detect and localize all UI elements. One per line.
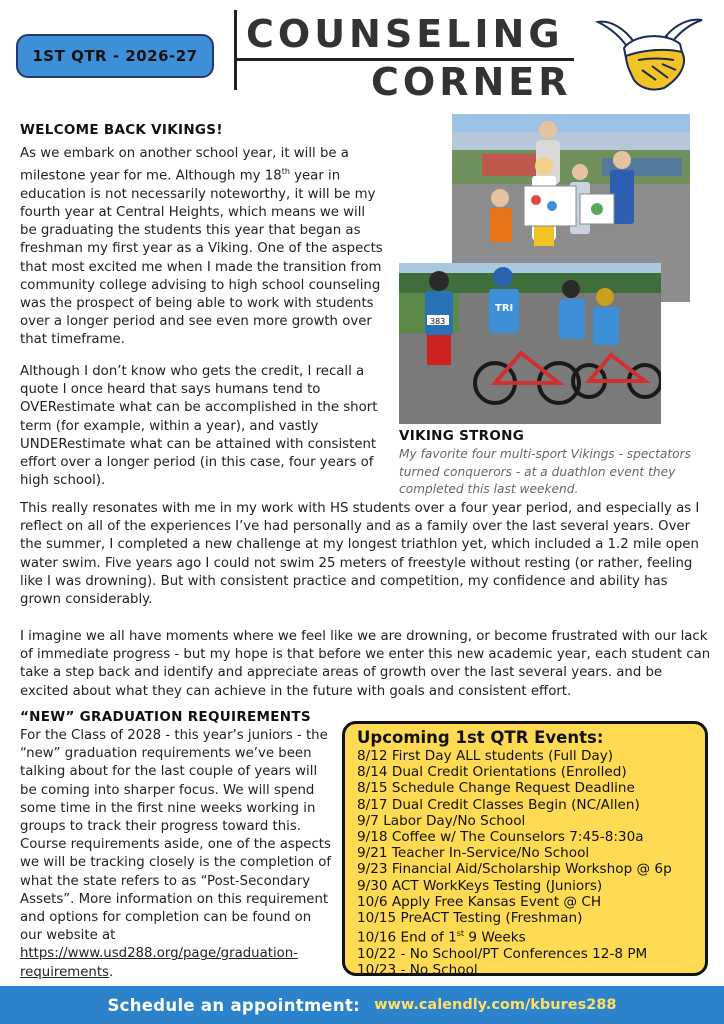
viking-logo <box>590 14 710 94</box>
photo-caption: My favorite four multi-sport Vikings - spectators turned conquerors - at a duathlon event they completed this last weekend. <box>399 447 691 496</box>
svg-text:TRI: TRI <box>495 303 514 314</box>
welcome-paragraph-1: As we embark on another school year, it will be a milestone year for me. Although my 18th year in education is not necessarily noteworthy, it will be my fourth year at Central Heights, which means we will be graduating the students this year that began as freshman my first year as a Viking. One of the aspects that most excited me when I made the transition from community college advising to high school counseling was the prospect of being able to work with students over a longer period and see even more growth over that timeframe. <box>20 146 383 348</box>
graduation-heading: “NEW” GRADUATION REQUIREMENTS <box>20 709 311 725</box>
page-title-line2: CORNER <box>371 60 572 104</box>
header-divider-vertical <box>234 10 237 90</box>
event-item: 10/6 Apply Free Kansas Event @ CH <box>357 893 602 910</box>
appointment-link[interactable]: www.calendly.com/kbures288 <box>374 997 617 1013</box>
welcome-paragraph-4: I imagine we all have moments where we feel like we are drowning, or become frustrated with our lack of immediate progress - but my hope is that before we enter this new academic year, each student can take a step back and identify and appreciate areas of growth over the last several years. and be excited about what they can achieve in the future with goals and consistent effort. <box>20 629 711 699</box>
event-item: 10/15 PreACT Testing (Freshman) <box>357 910 583 927</box>
page-title-line1: COUNSELING <box>246 12 564 56</box>
events-title: Upcoming 1st QTR Events: <box>357 728 604 747</box>
event-item: 10/16 End of 1st 9 Weeks <box>357 929 526 946</box>
event-item: 8/17 Dual Credit Classes Begin (NC/Allen) <box>357 796 640 813</box>
welcome-heading: WELCOME BACK VIKINGS! <box>20 122 223 138</box>
quarter-badge: 1ST QTR - 2026-27 <box>16 34 214 78</box>
welcome-paragraph-2: Although I don’t know who gets the credit, I recall a quote I once heard that says humans tend to OVERestimate what can be accomplished in the short term (for example, within a year), and vastly UNDERestimate what can be attained with consistent effort over a longer period (in this case, four years of high school). <box>20 364 378 489</box>
footer-bar <box>0 986 724 1024</box>
svg-text:383: 383 <box>430 317 446 326</box>
event-item: 8/12 First Day ALL students (Full Day) <box>357 748 614 764</box>
graduation-paragraph: For the Class of 2028 - this year’s juniors - the “new” graduation requirements we’ve been talking about for the last couple of years will be coming into sharper focus. We will spend some time in the first nine weeks working in groups to track their progress toward this. Course requirements aside, one of the aspects we will be tracking closely is the completion of what the state refers to as “Post-Secondary Assets”. More information on this requirement and options for completion can be found on our website at https://www.usd288.org/page/graduation-requirements. <box>20 728 332 980</box>
events-box <box>342 721 708 979</box>
footer-label: Schedule an appointment: <box>107 995 361 1015</box>
graduation-link[interactable]: https://www.usd288.org/page/graduation-requirements <box>20 946 299 980</box>
event-item: 9/7 Labor Day/No School <box>357 812 526 829</box>
photo-heading: VIKING STRONG <box>399 428 525 444</box>
event-item: 10/22 - No School/PT Conferences 12-8 PM <box>357 945 648 962</box>
event-item: 9/18 Coffee w/ The Counselors 7:45-8:30a <box>357 829 644 846</box>
events-list <box>357 748 693 978</box>
bike-kids-photo <box>399 263 661 424</box>
event-item: 10/23 - No School <box>357 962 478 979</box>
event-item: 9/30 ACT WorkKeys Testing (Juniors) <box>357 877 603 894</box>
welcome-paragraph-3: This really resonates with me in my work with HS students over a four year period, and especially as I reflect on all of the experiences I’ve had personally and as a family over the last several years. Over the summer, I completed a new challenge at my longest triathlon yet, which included a 1.2 mile open water swim. Five years ago I could not swim 25 meters of freestyle without resting (or rather, feeling like I was drowning). But with consistent practice and competition, my confidence and ability has grown considerably. <box>20 501 700 608</box>
event-item: 9/21 Teacher In-Service/No School <box>357 845 590 862</box>
event-item: 8/14 Dual Credit Orientations (Enrolled) <box>357 764 627 781</box>
event-item: 8/15 Schedule Change Request Deadline <box>357 780 635 797</box>
event-item: 9/23 Financial Aid/Scholarship Workshop @ 6p <box>357 861 672 878</box>
